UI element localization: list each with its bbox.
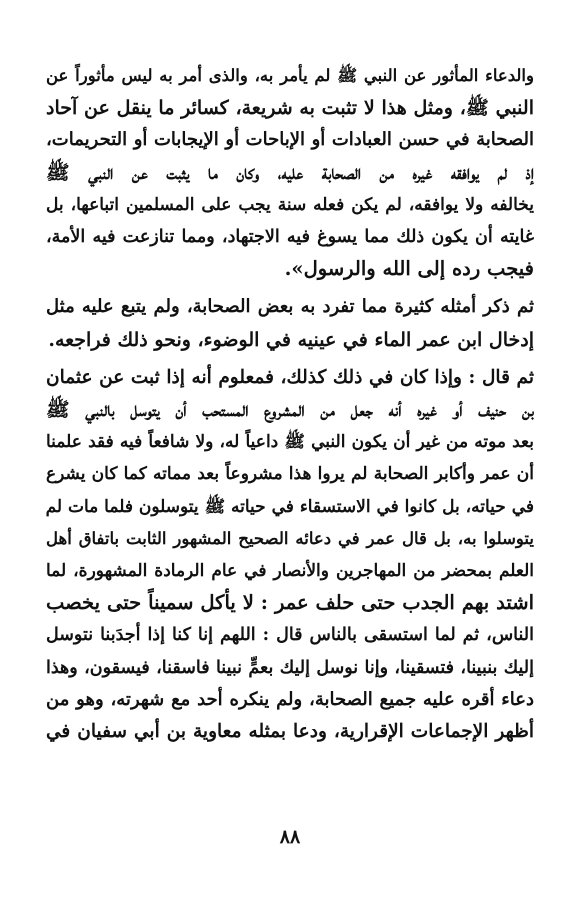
text-line: والدعاء المأثور عن النبي ﷺ لم يأمر به، والذى أمر به ليس مأثوراً عن: [46, 66, 534, 85]
text-line: أن عمر وأكابر الصحابة لم يروا هذا مشروعاً بعد مماته كما كان يشرع: [46, 464, 534, 485]
paragraph-1: [46, 60, 534, 285]
text-line: غايته أن يكون ذلك مما يسوغ فيه الاجتهاد، ومما تنازعت فيه الأمة،: [46, 227, 534, 248]
paragraph-3: [46, 362, 534, 748]
text-line: ثم قال : وإذا كان في ذلك كذلك، فمعلوم أنه إذا ثبت عن عثمان: [46, 366, 534, 388]
text-line: إدخال ابن عمر الماء في عينيه في الوضوء، ونحو ذلك فراجعه.: [48, 328, 534, 351]
text-line: اشتد بهم الجدب حتى حلف عمر : لا يأكل سميناً حتى يخصب: [46, 591, 534, 615]
text-line: النبي ﷺ، ومثل هذا لا تثبت به شريعة، كسائر ما ينقل عن آحاد: [46, 97, 534, 120]
text-line: في حياته، بل كانوا في الاستسقاء في حياته ﷺ يتوسلون فلما مات لم: [45, 496, 534, 517]
text-line: فيجب رده إلى الله والرسول».: [284, 257, 534, 281]
text-line: يخالفه ولا يوافقه، لم يكن فعله سنة يجب على المسلمين اتباعها، بل: [46, 194, 534, 215]
text-line: الناس، ثم لما استسقى بالناس قال : اللهم إنا كنا إذا أجدَبنا نتوسل: [46, 625, 534, 646]
text-line: أظهر الإجماعات الإقرارية، ودعا بمثله معاوية بن أبي سفيان في: [46, 721, 534, 743]
text-line: بعد موته من غير أن يكون النبي ﷺ داعياً له، ولا شافعاً فيه فقد علمنا: [46, 432, 534, 453]
page-number: ٨٨: [279, 826, 301, 848]
text-line: ثم ذكر أمثله كثيرة مما تفرد به بعض الصحابة، ولم يتبع عليه مثل: [46, 296, 534, 318]
text-line: دعاء أقره عليه جميع الصحابة، ولم ينكره أحد مع شهرته، وهو من: [46, 688, 534, 710]
text-line: العلم بمحضر من المهاجرين والأنصار في عام الرمادة المشهورة، لما: [46, 561, 534, 582]
paragraph-2: [46, 291, 534, 355]
text-line: بن حنيف أو غيره أنه جعل من المشروع المستحب أن يتوسل بالنبي ﷺ: [46, 398, 534, 422]
text-line: يتوسلوا به، بل قال عمر في دعائه الصحيح المشهور الثابت باتفاق أهل: [46, 528, 534, 548]
text-line: إليك بنبينا، فتسقينا، وإنا نوسل إليك بعمٍّ نبينا فاسقنا، فيسقون، وهذا: [46, 657, 534, 678]
page-body: [46, 60, 534, 748]
text-line: إذ لم يوافقه غيره من الصحابة عليه، وكان ما يثبت عن النبي ﷺ: [46, 160, 534, 184]
text-line: الصحابة في حسن العبادات أو الإباحات أو الإيجابات أو التحريمات،: [46, 129, 534, 151]
